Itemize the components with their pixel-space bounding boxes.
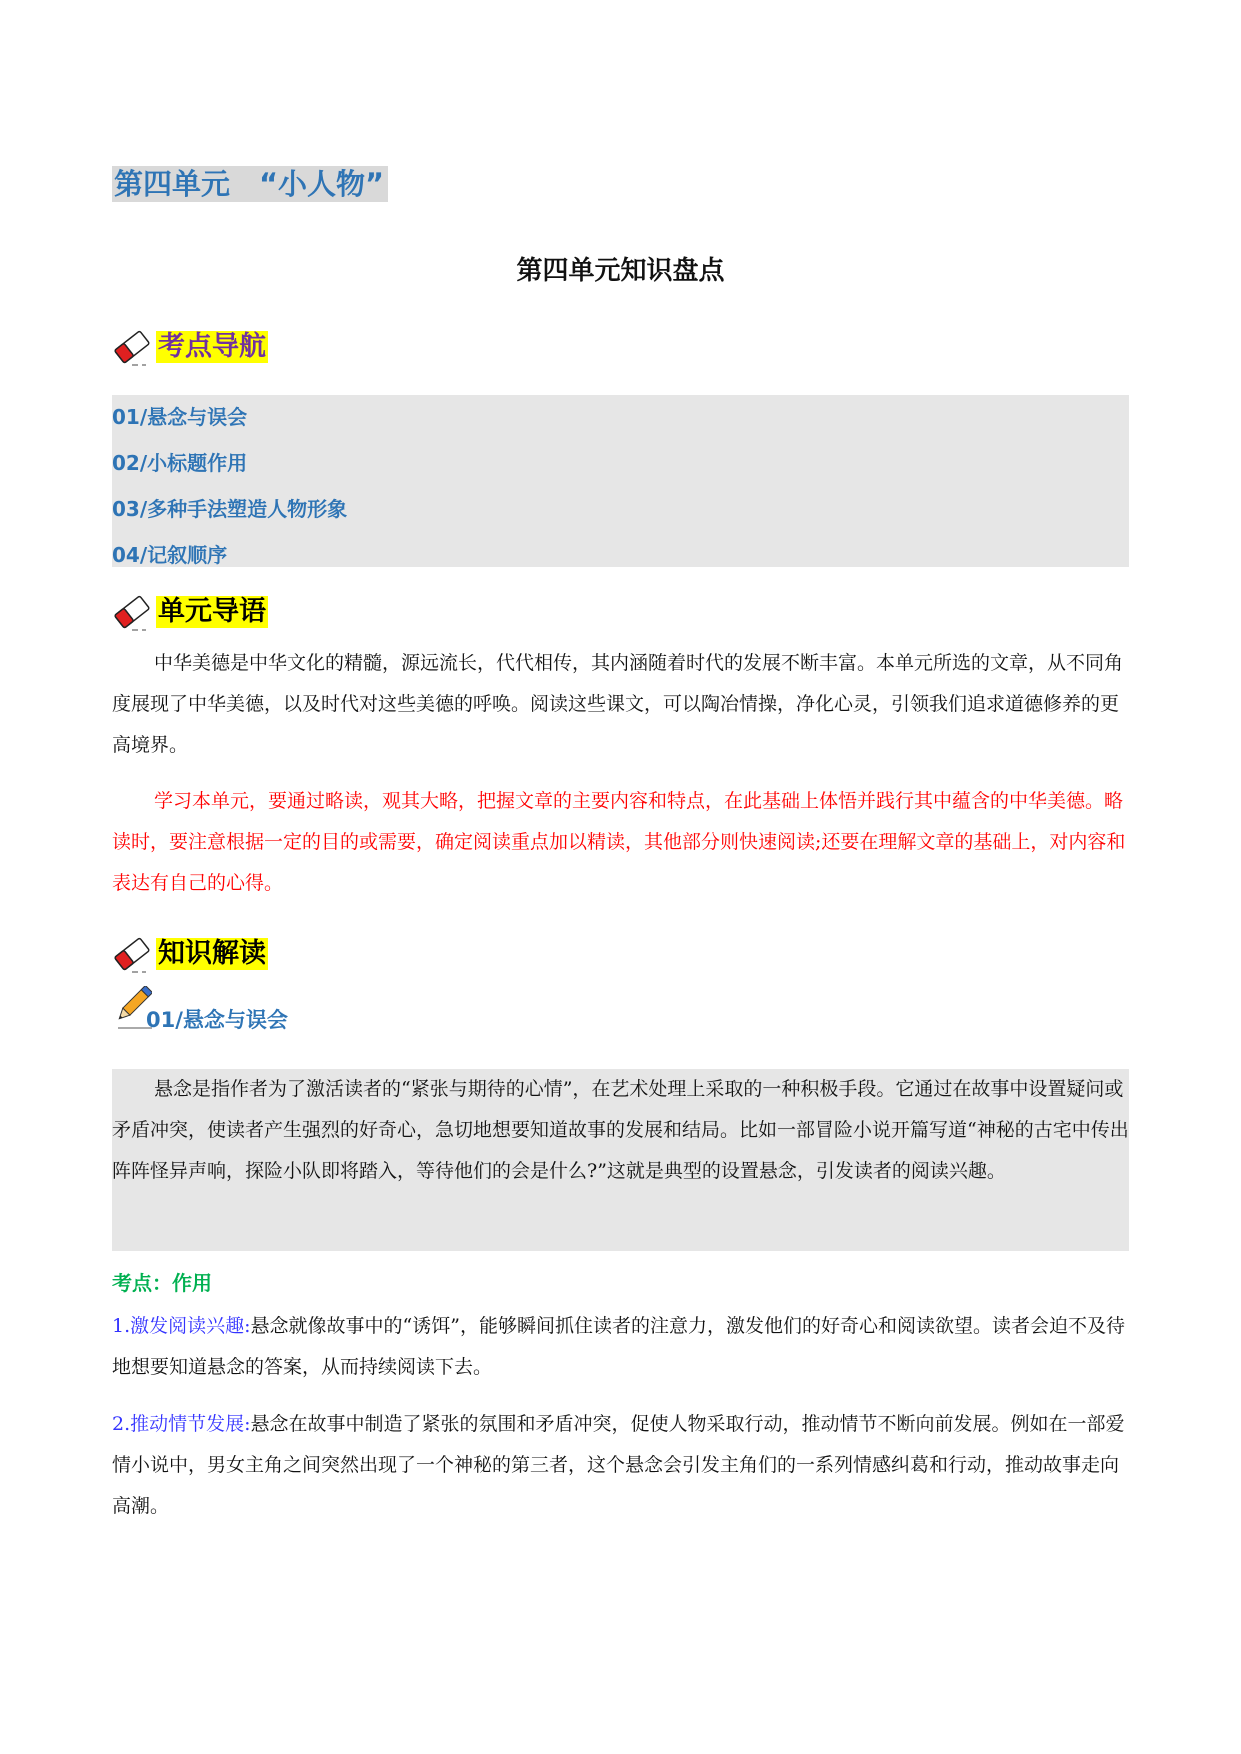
intro-paragraph-1-text: 中华美德是中华文化的精髓，源远流长，代代相传，其内涵随着时代的发展不断丰富。本单元所选的文章，从不同角度展现了中华美德，以及时代对这些美德的呼唤。阅读这些课文，可以陶冶情操，净化心灵，引领我们追求道德修养的更高境界。 [112, 652, 1124, 756]
eraser-icon [112, 325, 154, 369]
point-item-1 [112, 1306, 1129, 1388]
nav-item: 04/记叙顺序 [112, 543, 228, 567]
section-heading-knowledge [112, 932, 268, 976]
point-item-2-lead: 2.推动情节发展: [112, 1413, 251, 1435]
section-label-intro: 单元导语 [158, 596, 266, 627]
nav-item: 03/多种手法塑造人物形象 [112, 497, 348, 521]
section-heading-intro [112, 590, 268, 634]
section-label-nav: 考点导航 [158, 331, 266, 362]
exam-point-label: 考点：作用 [112, 1271, 212, 1295]
unit-title: 第四单元 “小人物” [112, 166, 388, 202]
eraser-icon [112, 932, 154, 976]
suspense-definition-text: 悬念是指作者为了激活读者的“紧张与期待的心情”，在艺术处理上采取的一种积极手段。它通过在故事中设置疑问或矛盾冲突，使读者产生强烈的好奇心，急切地想要知道故事的发展和结局。比如一部冒险小说开篇写道“神秘的古宅中传出阵阵怪异声响，探险小队即将踏入，等待他们的会是什么?”这就是典型的设置悬念，引发读者的阅读兴趣。 [112, 1078, 1129, 1182]
sub-heading-label: 01/悬念与误会 [146, 1008, 288, 1032]
point-item-2 [112, 1404, 1129, 1527]
intro-paragraph-2 [112, 781, 1129, 904]
section-label-knowledge: 知识解读 [158, 938, 266, 969]
point-item-1-lead: 1.激发阅读兴趣: [112, 1315, 251, 1337]
point-item-2-text: 悬念在故事中制造了紧张的氛围和矛盾冲突，促使人物采取行动，推动情节不断向前发展。例如在一部爱情小说中，男女主角之间突然出现了一个神秘的第三者，这个悬念会引发主角们的一系列情感纠葛和行动，推动故事走向高潮。 [112, 1413, 1125, 1517]
intro-paragraph-2-text: 学习本单元，要通过略读，观其大略，把握文章的主要内容和特点，在此基础上体悟并践行其中蕴含的中华美德。略读时，要注意根据一定的目的或需要，确定阅读重点加以精读，其他部分则快速阅读;还要在理解文章的基础上，对内容和表达有自己的心得。 [112, 790, 1126, 894]
nav-item: 01/悬念与误会 [112, 405, 248, 429]
nav-item: 02/小标题作用 [112, 451, 248, 475]
sub-heading [112, 990, 288, 1034]
intro-paragraph-1 [112, 643, 1129, 766]
document-title: 第四单元知识盘点 [516, 256, 725, 286]
section-heading-nav [112, 325, 268, 369]
eraser-icon [112, 590, 154, 634]
suspense-definition [112, 1069, 1129, 1192]
point-item-1-text: 悬念就像故事中的“诱饵”，能够瞬间抓住读者的注意力，激发他们的好奇心和阅读欲望。读者会迫不及待地想要知道悬念的答案，从而持续阅读下去。 [112, 1315, 1125, 1378]
navigation-box [112, 395, 1129, 567]
